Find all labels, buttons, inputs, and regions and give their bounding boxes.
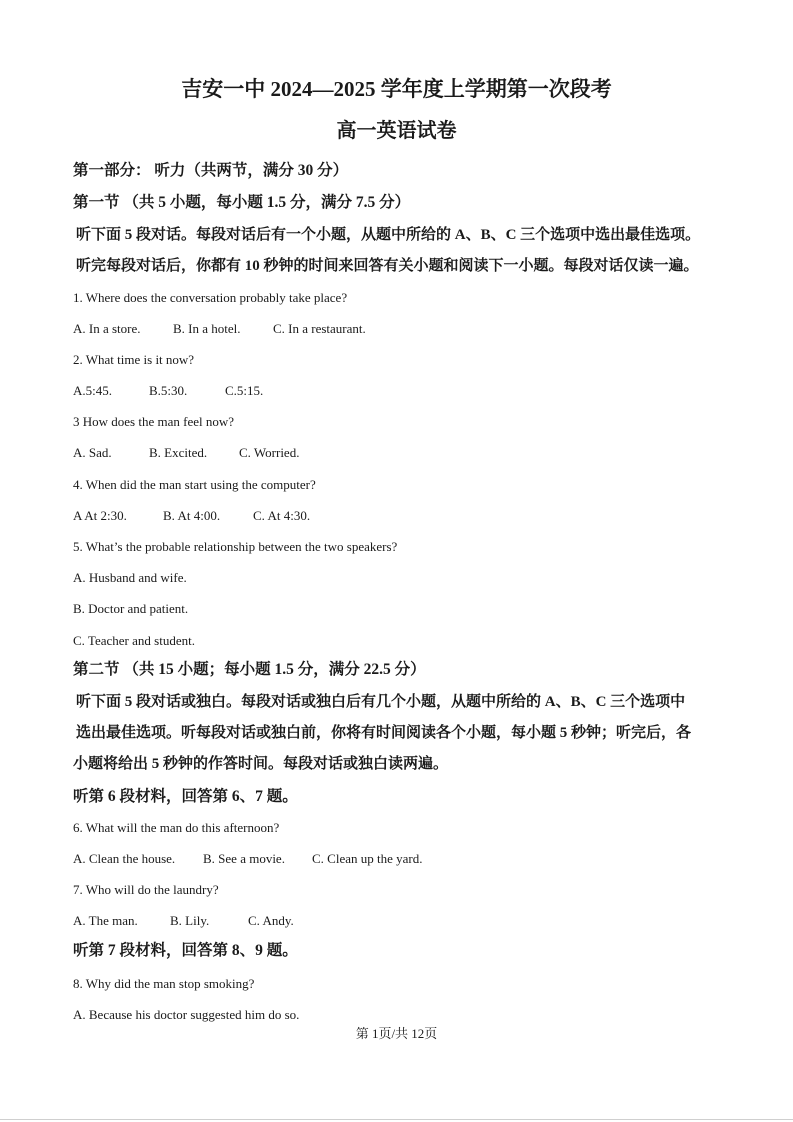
question-7-option-a: A. The man.: [73, 913, 138, 928]
section2-instruction-line: 听下面 5 段对话或独白。每段对话或独白后有几个小题，从题中所给的 A、B、C 三个选项中: [76, 694, 686, 710]
question-7-stem: 7. Who will do the laundry?: [73, 882, 219, 897]
exam-title: 吉安一中 2024—2025 学年度上学期第一次段考: [181, 77, 612, 101]
question-3-option-c: C. Worried.: [239, 445, 300, 460]
question-5-stem: 5. What’s the probable relationship between the two speakers?: [73, 539, 398, 554]
material-6-heading: 听第 6 段材料，回答第 6、7 题。: [73, 788, 298, 805]
page-footer: 第 1页/共 12页: [355, 1026, 438, 1041]
question-5-option-a: A. Husband and wife.: [73, 570, 187, 585]
section1-heading: 第一节 （共 5 小题，每小题 1.5 分，满分 7.5 分）: [73, 194, 411, 211]
question-1-option-a: A. In a store.: [73, 321, 141, 336]
question-3-stem: 3 How does the man feel now?: [73, 414, 235, 429]
question-6-option-c: C. Clean up the yard.: [312, 851, 423, 866]
section2-heading: 第二节 （共 15 小题；每小题 1.5 分，满分 22.5 分）: [73, 661, 426, 678]
part1-heading: 第一部分： 听力（共两节，满分 30 分）: [73, 162, 349, 179]
question-4-option-a: A At 2:30.: [73, 508, 127, 523]
question-1-stem: 1. Where does the conversation probably take place?: [73, 290, 348, 305]
question-7-option-b: B. Lily.: [170, 913, 210, 928]
question-3-option-a: A. Sad.: [73, 445, 112, 460]
question-2-stem: 2. What time is it now?: [73, 352, 195, 367]
question-6-option-a: A. Clean the house.: [73, 851, 176, 866]
question-8-option-a: A. Because his doctor suggested him do so.: [73, 1007, 300, 1022]
question-4-option-c: C. At 4:30.: [253, 508, 311, 523]
question-3-option-b: B. Excited.: [149, 445, 208, 460]
question-2-option-b: B.5:30.: [149, 383, 188, 398]
section1-instruction-line: 听下面 5 段对话。每段对话后有一个小题，从题中所给的 A、B、C 三个选项中选出最佳选项。: [76, 227, 701, 243]
section1-instruction-line: 听完每段对话后，你都有 10 秒钟的时间来回答有关小题和阅读下一小题。每段对话仅读一遍。: [76, 258, 699, 274]
exam-subtitle: 高一英语试卷: [336, 120, 457, 142]
question-6-option-b: B. See a movie.: [203, 851, 285, 866]
question-1-option-b: B. In a hotel.: [173, 321, 241, 336]
question-8-stem: 8. Why did the man stop smoking?: [73, 976, 255, 991]
question-5-option-c: C. Teacher and student.: [73, 633, 195, 648]
page-bottom-divider: [0, 1119, 793, 1120]
section2-instruction-line: 小题将给出 5 秒钟的作答时间。每段对话或独白读两遍。: [73, 756, 449, 772]
section2-instruction-line: 选出最佳选项。听每段对话或独白前，你将有时间阅读各个小题，每小题 5 秒钟；听完后，各: [76, 725, 692, 741]
question-4-stem: 4. When did the man start using the computer?: [73, 477, 316, 492]
question-2-option-a: A.5:45.: [73, 383, 112, 398]
question-6-stem: 6. What will the man do this afternoon?: [73, 820, 280, 835]
material-7-heading: 听第 7 段材料，回答第 8、9 题。: [73, 942, 298, 959]
question-7-option-c: C. Andy.: [248, 913, 294, 928]
question-1-option-c: C. In a restaurant.: [273, 321, 366, 336]
question-2-option-c: C.5:15.: [225, 383, 264, 398]
question-5-option-b: B. Doctor and patient.: [73, 601, 189, 616]
question-4-option-b: B. At 4:00.: [163, 508, 221, 523]
